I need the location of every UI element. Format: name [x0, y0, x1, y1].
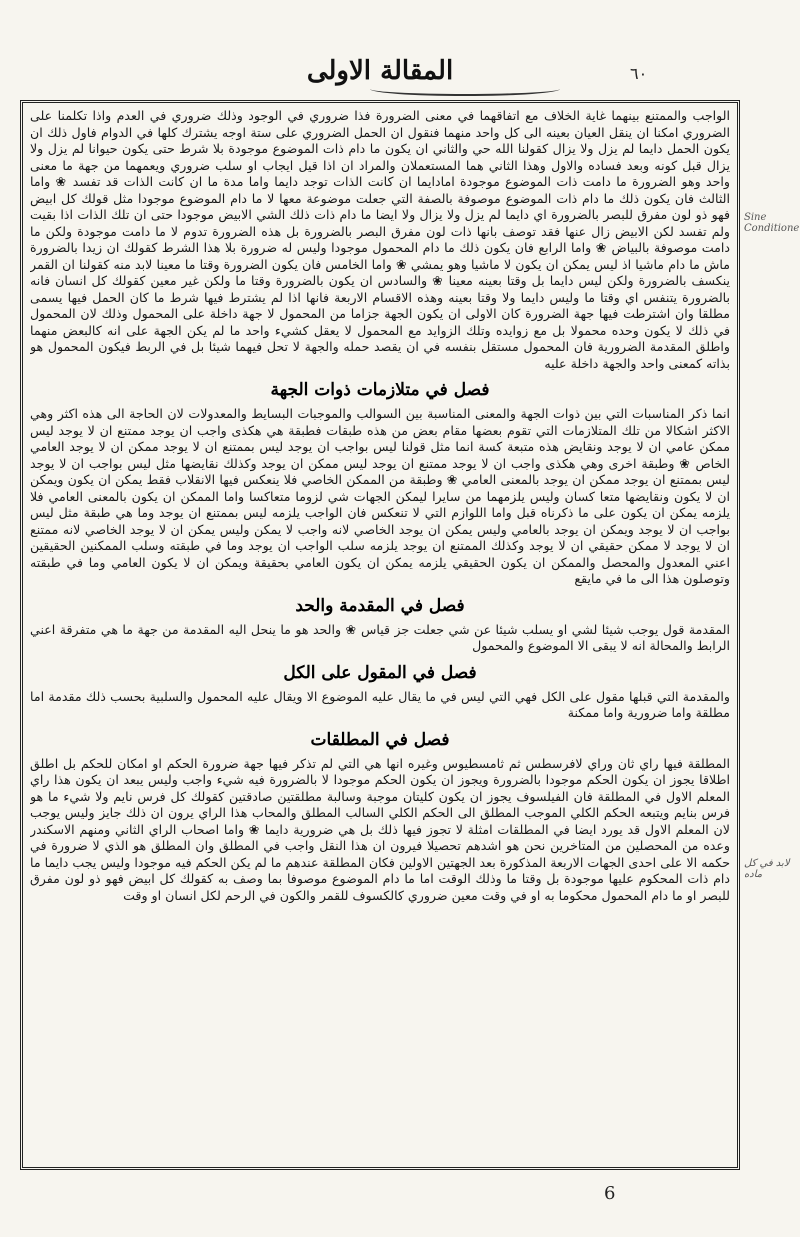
paragraph: والمقدمة التي قبلها مقول على الكل فهي التي ليس في ما يقال عليه الموضوع الا ويقال عليه المحمول والسلبية بحسب ذلك مقدمة اما مطلقة واما ضرورية واما ممكنة [30, 688, 730, 720]
paragraph: الواجب والممتنع بينهما غاية الخلاف مع اتفاقهما في معنى الضرورة فذا ضروري في الوجود وذلك ضروري في العدم واذا تكلمنا على الضروري امكنا ان ينقل العيان بعينه الى كل واحد منهما فنقول ان الحمل الضروري على ستة اوجه يشترك كلها في الدوام فاول ذلك ان يكون الحمل دايما لم يزل ولا يزال كقولنا الله حي والثاني ان يكون ما دام ذات الموضوع موجودة بلا شرط حتى يكون حيوانا لم يزل ولا يزال قبل كونه وبعد فساده والاول وهذا الثاني هما المستعملان والمراد ان اذا قيل ايجاب او سلب ضروري ويعمهما من جهة ما معنى واحد وهو الضرورة ما دامت ذات الموضوع موجودة امادايما ان كانت الذات توجد دايما واما مدة ما ان كانت الذات قد تفسد ❀ واما الثالث فان يكون ذلك ما دام ذات الموضوع موصوفة بالصفة التي جعلت موضوعة معها لا ما دام الموضوع موجودا مثل قولك كل ابيض فهو ذو لون مفرق للبصر بالضرورة اي دايما لم يزل ولا يزال ولا ايضا ما دام ذات ذلك الشي الابيض موجودا حتى ان تلك الذات اذا بقيت ولم تفسد لكن الابيض زال عنها فقد توصف بانها ذات لون مفرق البصر بالضرورة بل هذه الضرورة تدوم لا ما دامت موجودة ولكن ما دامت موصوفة بالبياض ❀ واما الرابع فان يكون ذلك ما دام المحمول موجودا وليس له ضرورة بلا هذا الشرط كقولك ان زيدا بالضرورة ماش ما دام ماشيا اذ ليس يمكن ان يكون لا ماشيا وهو يمشي ❀ واما الخامس فان يكون الضرورة وقتا ما معينا لابد منه كقولنا ان القمر ينكسف بالضرورة ولكن ليس دايما بل وقتا بعينه معينا ❀ والسادس ان يكون بالضرورة وقتا ما ولكن غير معين كقولك كل انسان فانه بالضرورة يتنفس اي وقتا ما وليس دايما ولا وقتا بعينه وهذه الاقسام الاربعة فانها اذا لم يشترط فيها شرط ما كان الحمل فيها يسمى مطلقا وان اشترطت فيها جهة الضرورة كان الاولى ان يكون الجهة جزاما من المحمول لا جهة داخلة على المحمول وذلك لان المحمول في ذلك لا يكون وحده محمولا بل مع زوايده وتلك الزوايد مع المحمول لا يعقل كشيء واحد ما لم يكن الجهة على انه كالبعض منهما واطلق المقدمة الضرورية فان المحمول مستقل بنفسه في ان يقصد حمله والجهة لا تحل فيهما شيئا بل في الربط فيكون المحمول هو بذاته كمعنى واحد والجهة داخلة عليه [30, 108, 730, 371]
paragraph: المقدمة قول يوجب شيئا لشي او يسلب شيئا عن شي جعلت جز قياس ❀ والحد هو ما ينحل اليه المقدمة من جهة ما هي متفرقة اعني الرابط والمحالة انه لا يبقى الا الموضوع والمحمول [30, 621, 730, 653]
section-heading: فصل في المطلقات [310, 729, 450, 750]
section-heading: فصل في المقدمة والحد [295, 595, 465, 616]
section-heading: فصل في متلازمات ذوات الجهة [270, 380, 490, 400]
running-header: المقالة الاولى [306, 56, 454, 86]
paragraph: انما ذكر المناسبات التي بين ذوات الجهة والمعنى المناسبة بين السوالب والموجبات البسايط والمعدولات لان الحاجة الى هذه اكثر وهي الاكثر اشكالا من تلك المتلازمات التي تقوم بعضها مقام بعض من هذه طبقات فطبقة هي هكذى واجب ان يوجد ممتنع ان لا يوجد ليس ممكن عامي ان لا يوجد ونقايض هذه متبعة كسة انما مثل قولنا ليس بواجب ان يوجد ليس بممتنع ان لا يوجد ممكن ان لا يوجد العامي الخاص ❀ وطبقة اخرى وهي هكذى واجب ان لا يوجد ممتنع ان يوجد ليس ممكن ان يوجد وكذلك نقايضها مثل ليس بواجب ان لا يوجد ليس بممتنع ان يوجد ممكن ان يوجد بالمعنى العامي ❀ وطبقة من الممكن الخاصي فلا ينعكس فيها الانقلاب فقط يمكن ان يكون ويمكن ان لا يكون ونقايضها متعا كسان وليس يلزمهما من سايرا ليمكن الجهات شي لزوما متعاكسا واما الممكن ان يكون بالمعنى العامي فلا يلزمه يمكن ان يكون على ما ذكرناه قبل واما اللوازم التي لا تنعكس فان الواجب يلزمه ليس بممتنع ان يوجد وما هي طبقة مثل ليس بواجب ان لا يوجد ويمكن ان يوجد بالعامي وليس يمكن ان يوجد الخاصي لانه واجب لا يمكن وليس يمكن ان لا يوجد الخاصي لانه ممتنع ان لا يوجد لا ممكن حقيقي ان لا يوجد وكذلك الممتنع ان يوجد يلزمه سلب الواجب ان يوجد وما في طبقته وسلب الممكنين الحقيقين اعني المعدول والمحصل والممكن ان يكون الحقيقي يلزمه يمكن ان يكون العامي بحقيقة ويمكن ان لا يكون العامي وما في طبقته وتوصلون هذا الى ما في مايقع [30, 406, 730, 586]
margin-note: لابد في كل ماده [744, 858, 790, 880]
main-text-block [30, 108, 730, 1163]
header-flourish [370, 82, 560, 96]
section-heading: فصل في المقول على الكل [283, 662, 477, 683]
signature-mark: 6 [604, 1183, 616, 1204]
margin-note: Sine Conditione [744, 212, 800, 234]
paragraph: المطلقة فيها راي ثان وراي لافرسطس ثم ثامسطيوس وغيره انها هي التي لم تذكر فيها جهة ضرورة الحكم او امكان للحكم بل اطلق اطلاقا يجوز ان يكون الحكم موجودا بالضرورة ويجوز ان يكون الحكم موجودا لا بالضرورة فيه شيء واجب وليس يبعد ان يكون هذا راي المعلم الاول في المطلقة فان الفيلسوف يجوز ان يكون كليتان موجبة وسالبة مطلقتين صادقتين كقولك كل فرس نايم ولا شيء ما هو فرس بنايم ويتبعه الحكم الكلي الموجب المطلق الى الحكم الكلي السالب المطلق والمحاب هذا الراي يرون ان ذلك جايز وليس يوجب لان المعلم الاول قد يورد ايضا في المطلقات امثلة لا تجوز فيها ذلك بل هي ضرورية دايما ❀ واما اصحاب الراي الثاني ومنهم الاسكندر وعده من المحصلين من المتاخرين نحن هو اشدهم تحصيلا فيرون ان هذا النقل واجب في المطلق وان المطلق هو الذي لا ضرورة في حكمه الا على احدى الجهات الاربعة المذكورة بعد الجهتين الاولين فكان المطلقة عندهم ما لم يكن الحكم فيه موجودا وليس يجب دايما ما دام ذات المحكوم عليها موجودة بل وقتا ما وذلك الوقت اما ما دام الموضوع موصوفا بما وصف به كقولك كل ابيض فهو ذو لون مفرق للبصر او ما دام المحمول محكوما به او في وقت معين ضروري كالكسوف للقمر والكون في الرحم لكل انسان او وقت [30, 755, 730, 903]
page-number: ٦٠ [630, 64, 648, 83]
